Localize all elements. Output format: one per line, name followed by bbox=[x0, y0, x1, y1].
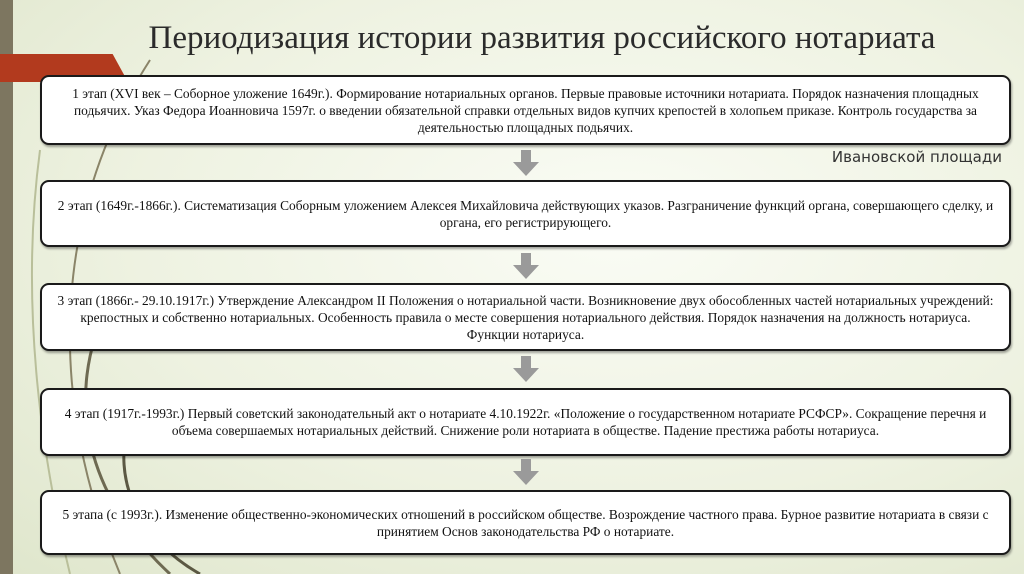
down-arrow-icon bbox=[513, 150, 539, 176]
overflow-note: Ивановской площади bbox=[831, 148, 1002, 166]
down-arrow-icon bbox=[513, 356, 539, 382]
stage-2-box: 2 этап (1649г.-1866г.). Систематизация Соборным уложением Алексея Михайловича действующих указов. Разграничение функций органа, совершающего сделку, и органа, его регистрирующего. bbox=[40, 180, 1011, 247]
stage-1-box: 1 этап (XVI век – Соборное уложение 1649г.). Формирование нотариальных органов. Первые правовые источники нотариата. Порядок назначения площадных подьячих. Указ Федора Иоанновича 1597г. о введении обязательной справки отдельных видов купчих крепостей в холопьем приказе. Контроль государства за деятельностью площадных подьячих. bbox=[40, 75, 1011, 145]
stage-5-box: 5 этапа (с 1993г.). Изменение общественно-экономических отношений в российском обществе. Возрождение частного права. Бурное развитие нотариата в связи с принятием Основ законодательства РФ о нотариате. bbox=[40, 490, 1011, 555]
stage-4-box: 4 этап (1917г.-1993г.) Первый советский законодательный акт о нотариате 4.10.1922г. «Положение о государственном нотариате РСФСР». Сокращение перечня и объема совершаемых нотариальных действий. Снижение роли нотариата в обществе. Падение престижа работы нотариуса. bbox=[40, 388, 1011, 456]
down-arrow-icon bbox=[513, 253, 539, 279]
slide-title: Периодизация истории развития российского нотариата bbox=[148, 20, 936, 56]
stage-3-box: 3 этап (1866г.- 29.10.1917г.) Утверждение Александром II Положения о нотариальной части. Возникновение двух обособленных частей нотариальных учреждений: крепостных и собственно нотариальных. Особенность правила о месте совершения нотариального действия. Порядок назначения на должность нотариуса. Функции нотариуса. bbox=[40, 283, 1011, 351]
down-arrow-icon bbox=[513, 459, 539, 485]
